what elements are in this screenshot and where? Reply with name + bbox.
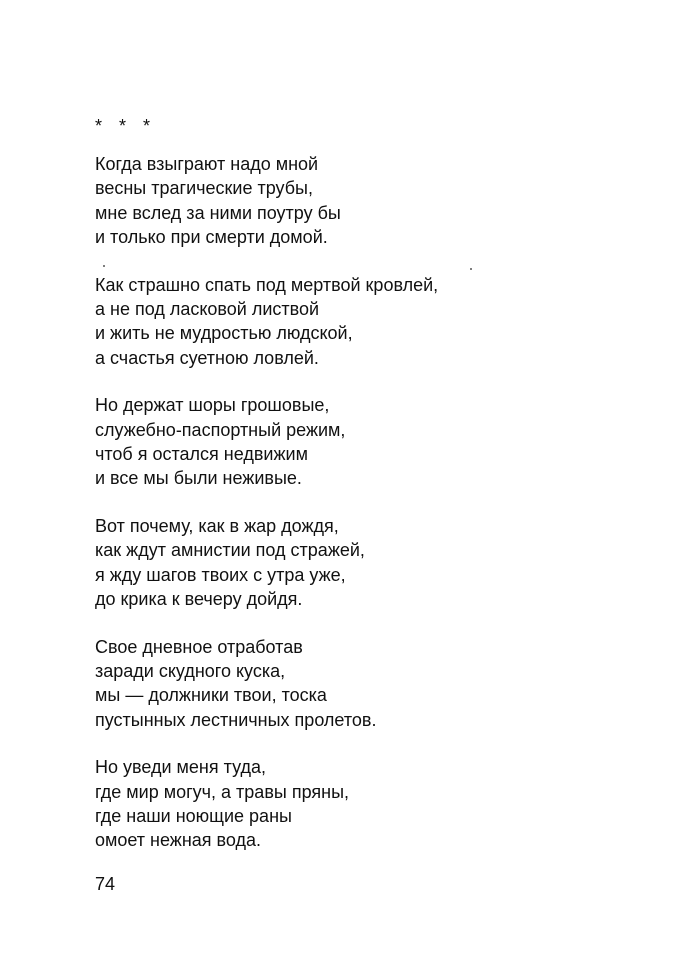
poem-line: и жить не мудростью людской, — [95, 323, 353, 344]
poem-line: пустынных лестничных пролетов. — [95, 709, 377, 730]
poem-body — [95, 152, 655, 876]
poem-line: чтоб я остался недвижим — [95, 444, 308, 465]
poem-line: мне вслед за ними поутру бы — [95, 202, 341, 223]
poem-line: Но уведи меня туда, — [95, 757, 266, 778]
poem-line: и все мы были неживые. — [95, 468, 302, 489]
poem-line: до крика к вечеру дойдя. — [95, 589, 303, 610]
poem-line: а не под ласковой листвой — [95, 299, 320, 320]
poem-line: как ждут амнистии под стражей, — [95, 540, 365, 561]
stanza — [95, 273, 655, 371]
poem-line: весны трагические трубы, — [95, 178, 313, 199]
poem-line: Но держат шоры грошовые, — [95, 395, 330, 416]
poem-line: Свое дневное отработав — [95, 636, 303, 657]
page-number: 74 — [95, 874, 116, 894]
poem-line: а счастья суетною ловлей. — [95, 347, 319, 368]
poem-line: омоет нежная вода. — [95, 830, 262, 851]
stanza — [95, 393, 655, 491]
poem-line: Когда взыграют надо мной — [95, 154, 319, 174]
poem-line: Вот почему, как в жар дождя, — [95, 515, 339, 536]
poem-line: Как страшно спать под мертвой кровлей, — [95, 274, 439, 295]
stanza — [95, 755, 655, 853]
stanza — [95, 635, 655, 733]
stanza — [95, 152, 655, 250]
poem-line: служебно-паспортный режим, — [95, 419, 346, 440]
stanza — [95, 514, 655, 612]
poem-line: я жду шагов твоих с утра уже, — [95, 564, 346, 585]
poem-line: где мир могуч, а травы пряны, — [95, 781, 350, 802]
poem-line: где наши ноющие раны — [95, 805, 292, 826]
poem-line: мы — должники твои, тоска — [95, 685, 327, 706]
poem-line: и только при смерти домой. — [95, 227, 328, 248]
section-break-asterisks: * * * — [95, 116, 157, 136]
poem-line: заради скудного куска, — [95, 660, 286, 681]
